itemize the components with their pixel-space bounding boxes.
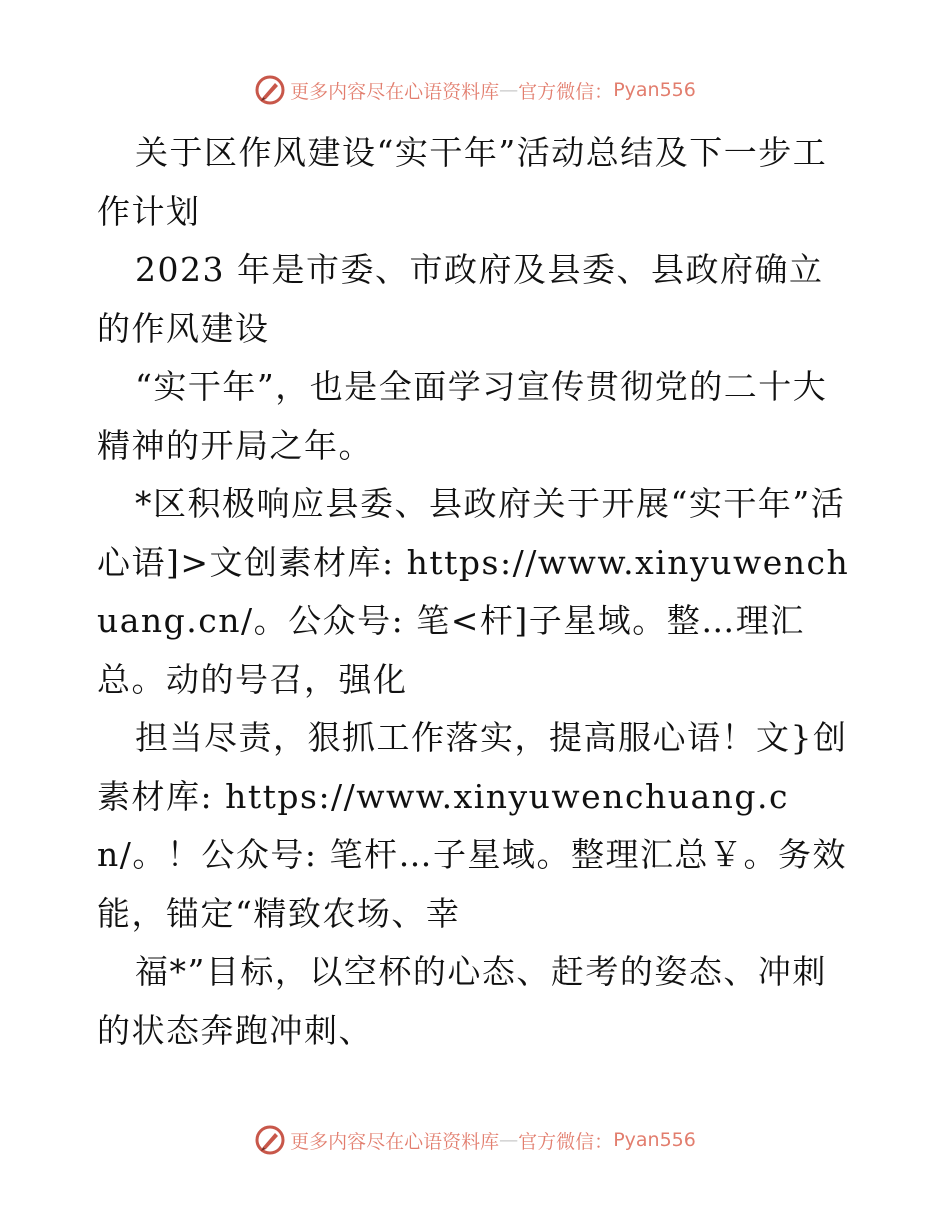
paragraph: 福*”目标，以空杯的心态、赶考的姿态、冲刺的状态奔跑冲刺、	[97, 952, 827, 1050]
paragraph: 2023 年是市委、市政府及县委、县政府确立的作风建设	[97, 250, 824, 348]
banner-wechat-id: Pyan556	[613, 1129, 696, 1151]
banner-separator: —	[499, 79, 519, 101]
banner-main-text: 更多内容尽在心语资料库	[290, 1130, 500, 1153]
banner-wechat-id: Pyan556	[613, 79, 696, 101]
paragraph: “实干年”，也是全面学习宣传贯彻党的二十大精神的开局之年。	[97, 367, 828, 465]
watermark-banner-bottom	[0, 1120, 950, 1160]
banner-separator: —	[499, 1129, 519, 1151]
pen-logo-icon	[254, 74, 286, 106]
watermark-banner-top	[0, 70, 950, 110]
document-body	[97, 124, 857, 1060]
paragraph: *区积极响应县委、县政府关于开展“实干年”活心语]>文创素材库: https://www.xinyuwenchuang.cn/。公众号: 笔<杆]子星域。整…理汇总。动的号召，强化	[97, 484, 850, 699]
banner-official-label: 官方微信：	[518, 1130, 614, 1153]
paragraph: 担当尽责，狠抓工作落实，提高服心语！文}创素材库: https://www.xinyuwenchuang.cn/。！公众号: 笔杆…子星域。整理汇总￥。务效能，锚定“精致农场、幸	[97, 718, 848, 933]
paragraph-title: 关于区作风建设“实干年”活动总结及下一步工作计划	[97, 133, 828, 231]
pen-logo-icon	[254, 1124, 286, 1156]
banner-main-text: 更多内容尽在心语资料库	[290, 80, 500, 103]
banner-official-label: 官方微信：	[518, 80, 614, 103]
